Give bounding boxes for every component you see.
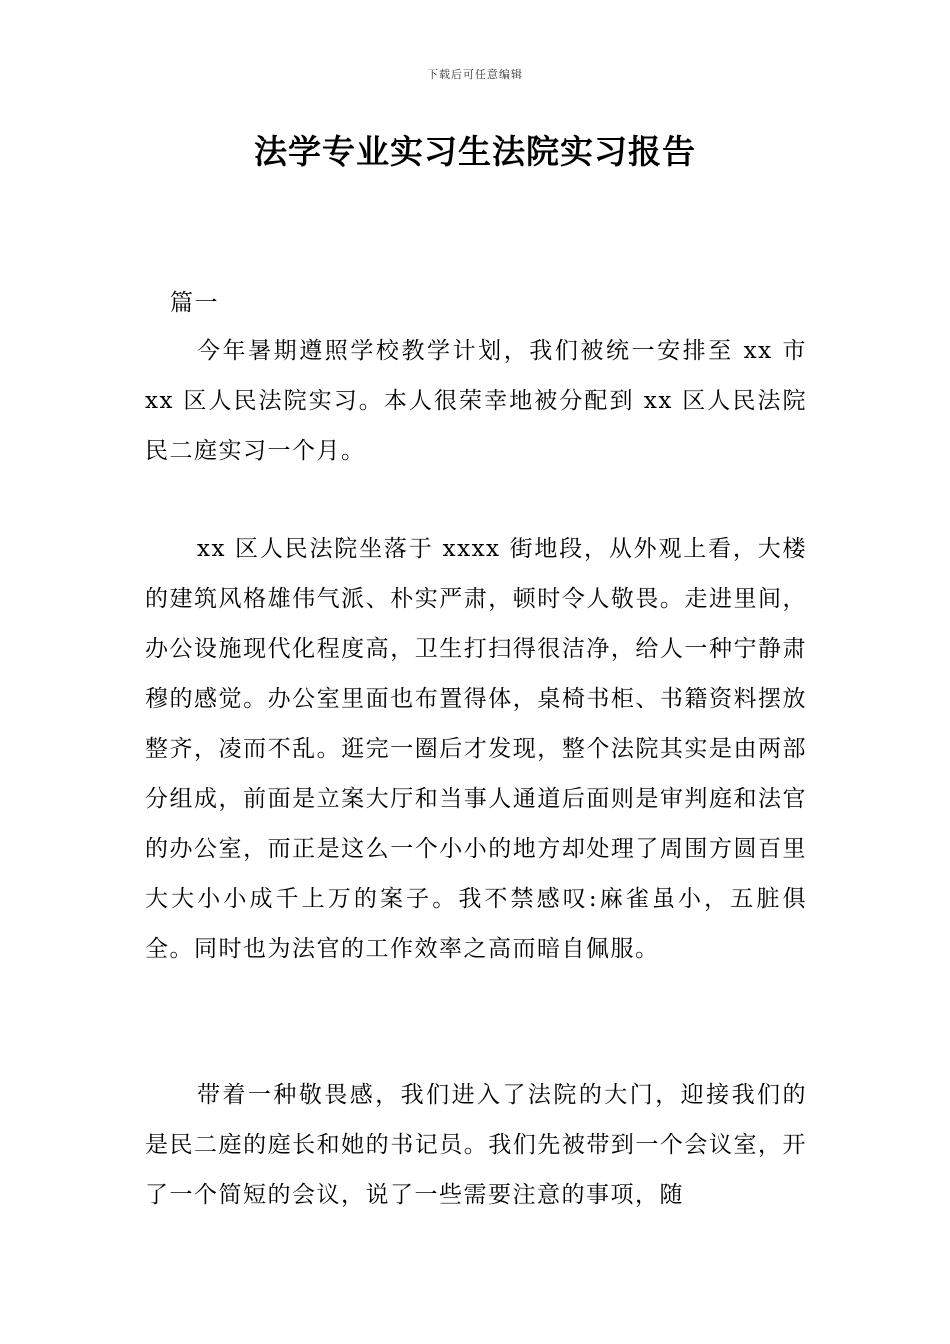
paragraph-2-block (145, 524, 807, 974)
paragraph-1-block (145, 326, 807, 476)
paragraph: 今年暑期遵照学校教学计划，我们被统一安排至 xx 市 xx 区人民法院实习。本人很荣幸地被分配到 xx 区人民法院民二庭实习一个月。 (145, 338, 807, 464)
page-header-note: 下载后可任意编辑 (427, 68, 523, 81)
paragraph-3-block (145, 1070, 807, 1220)
paragraph: xx 区人民法院坐落于 xxxx 街地段，从外观上看，大楼的建筑风格雄伟气派、朴实严肃，顿时令人敬畏。走进里间，办公设施现代化程度高，卫生打扫得很洁净，给人一种宁静肃穆的感觉。办公室里面也布置得体，桌椅书柜、书籍资料摆放整齐，凌而不乱。逛完一圈后才发现，整个法院其实是由两部分组成，前面是立案大厅和当事人通道后面则是审判庭和法官的办公室，而正是这么一个小小的地方却处理了周围方圆百里大大小小成千上万的案子。我不禁感叹:麻雀虽小，五脏俱全。同时也为法官的工作效率之高而暗自佩服。 (145, 536, 807, 962)
section-label: 篇一 (170, 290, 219, 316)
paragraph: 带着一种敬畏感，我们进入了法院的大门，迎接我们的是民二庭的庭长和她的书记员。我们先被带到一个会议室，开了一个简短的会议，说了一些需要注意的事项，随 (145, 1082, 807, 1208)
document-title: 法学专业实习生法院实习报告 (254, 132, 696, 171)
